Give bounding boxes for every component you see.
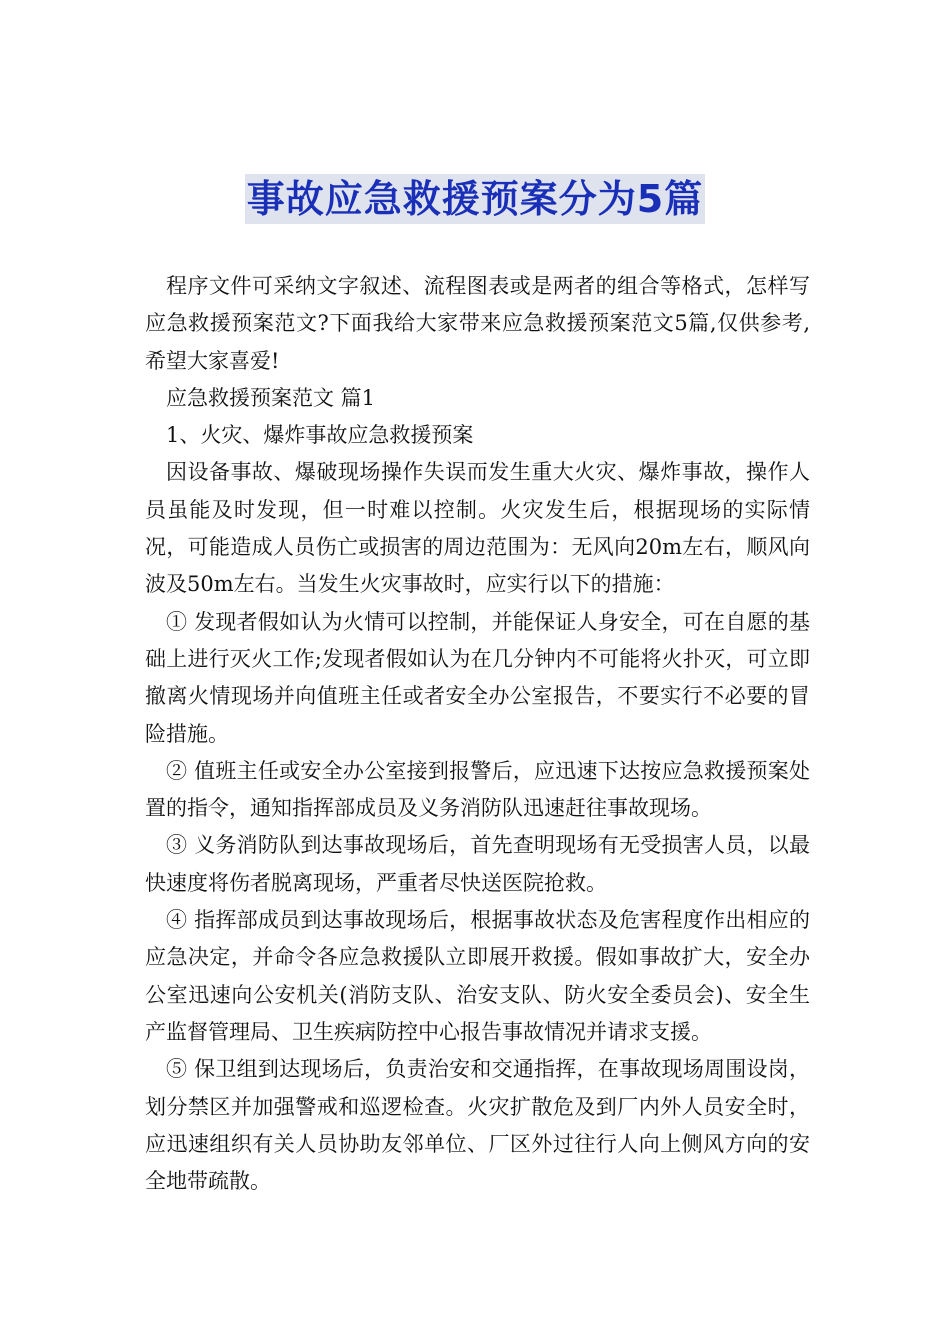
document-body (145, 268, 810, 1200)
measure-item-1: ① 发现者假如认为火情可以控制，并能保证人身安全，可在自愿的基础上进行灭火工作;发现者假如认为在几分钟内不可能将火扑灭，可立即撤离火情现场并向值班主任或者安全办公室报告，不要实行不必要的冒险措施。 (145, 609, 810, 746)
subsection-heading: 1、火灾、爆炸事故应急救援预案 (166, 423, 474, 448)
measure-item-5: ⑤ 保卫组到达现场后，负责治安和交通指挥，在事故现场周围设岗，划分禁区并加强警戒和巡逻检查。火灾扩散危及到厂内外人员安全时，应迅速组织有关人员协助友邻单位、厂区外过往行人向上侧风方向的安全地带疏散。 (145, 1057, 810, 1194)
measure-item-4: ④ 指挥部成员到达事故现场后，根据事故状态及危害程度作出相应的应急决定，并命令各应急救援队立即展开救援。假如事故扩大，安全办公室迅速向公安机关(消防支队、治安支队、防火安全委员会)、安全生产监督管理局、卫生疾病防控中心报告事故情况并请求支援。 (145, 908, 810, 1044)
body-paragraph: 因设备事故、爆破现场操作失误而发生重大火灾、爆炸事故，操作人员虽能及时发现，但一时难以控制。火灾发生后，根据现场的实际情况，可能造成人员伤亡或损害的周边范围为：无风向20m左右，顺风向波及50m左右。当发生火灾事故时，应实行以下的措施： (145, 460, 810, 597)
intro-paragraph: 程序文件可采纳文字叙述、流程图表或是两者的组合等格式，怎样写应急救援预案范文?下面我给大家带来应急救援预案范文5篇,仅供参考,希望大家喜爱! (145, 274, 810, 373)
document-title: 事故应急救援预案分为5篇 (245, 174, 705, 224)
section-heading: 应急救援预案范文 篇1 (166, 385, 376, 410)
measure-item-2: ② 值班主任或安全办公室接到报警后，应迅速下达按应急救援预案处置的指令，通知指挥部成员及义务消防队迅速赶往事故现场。 (145, 758, 810, 821)
measure-item-3: ③ 义务消防队到达事故现场后，首先查明现场有无受损害人员，以最快速度将伤者脱离现场，严重者尽快送医院抢救。 (145, 833, 810, 895)
title-container (0, 174, 950, 224)
